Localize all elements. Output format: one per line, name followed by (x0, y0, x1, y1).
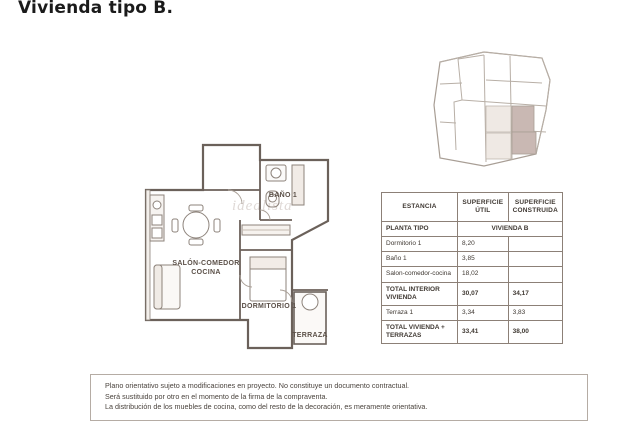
cell-util: 3,34 (458, 305, 509, 320)
disclaimer-line-2: Será sustituido por otro en el momento de la firma de la compraventa. (105, 391, 328, 401)
table-row (382, 252, 563, 267)
cell-construida: 3,83 (508, 305, 562, 320)
header-superficie-util: SUPERFICIE ÚTIL (458, 193, 509, 222)
key-plan-svg (424, 50, 562, 170)
header-superficie-construida: SUPERFICIE CONSTRUIDA (508, 193, 562, 222)
header-estancia: ESTANCIA (382, 193, 458, 222)
subheader-planta: PLANTA TIPO (382, 222, 458, 237)
floor-plan-diagram (140, 135, 380, 370)
cell-estancia: Baño 1 (382, 252, 458, 267)
cell-estancia: Terraza 1 (382, 305, 458, 320)
cell-estancia: TOTAL INTERIOR VIVIENDA (382, 282, 458, 305)
table-header-row (382, 193, 563, 222)
table-row (382, 237, 563, 252)
cell-util: 3,85 (458, 252, 509, 267)
table-row (382, 267, 563, 282)
table-row-total (382, 320, 563, 343)
subheader-vivienda: VIVIENDA B (458, 222, 563, 237)
cell-estancia: Dormitorio 1 (382, 237, 458, 252)
cell-construida: 38,00 (508, 320, 562, 343)
cell-util: 8,20 (458, 237, 509, 252)
cell-construida (508, 267, 562, 282)
room-label-bano-1: BAÑO 1 (268, 192, 298, 199)
key-plan-diagram (424, 50, 562, 170)
disclaimer-line-1: Plano orientativo sujeto a modificaciones en proyecto. No constituye un documento contractual. (105, 381, 410, 390)
cell-estancia: TOTAL VIVIENDA + TERRAZAS (382, 320, 458, 343)
page-title: Vivienda tipo B. (18, 0, 174, 18)
surfaces-table-wrap (381, 192, 563, 344)
surfaces-table (381, 192, 563, 344)
disclaimer-box (90, 374, 588, 421)
cell-util: 30,07 (458, 282, 509, 305)
cell-util: 33,41 (458, 320, 509, 343)
room-label-salon-comedor-cocina: SALÓN-COMEDOR COCINA (172, 260, 240, 276)
cell-util: 18,02 (458, 267, 509, 282)
cell-construida: 34,17 (508, 282, 562, 305)
cell-construida (508, 237, 562, 252)
cell-construida (508, 252, 562, 267)
room-label-terraza: TERRAZA (292, 332, 328, 339)
watermark: idealista (232, 198, 293, 214)
cell-estancia: Salon-comedor-cocina (382, 267, 458, 282)
table-row-total (382, 282, 563, 305)
disclaimer-line-3: La distribución de los muebles de cocina, como del resto de la decoración, es meramente orientativa. (105, 402, 428, 411)
floor-plan-svg (140, 135, 380, 370)
room-label-dormitorio-1: DORMITORIO 1 (241, 303, 297, 310)
table-row (382, 305, 563, 320)
table-subheader-row (382, 222, 563, 237)
